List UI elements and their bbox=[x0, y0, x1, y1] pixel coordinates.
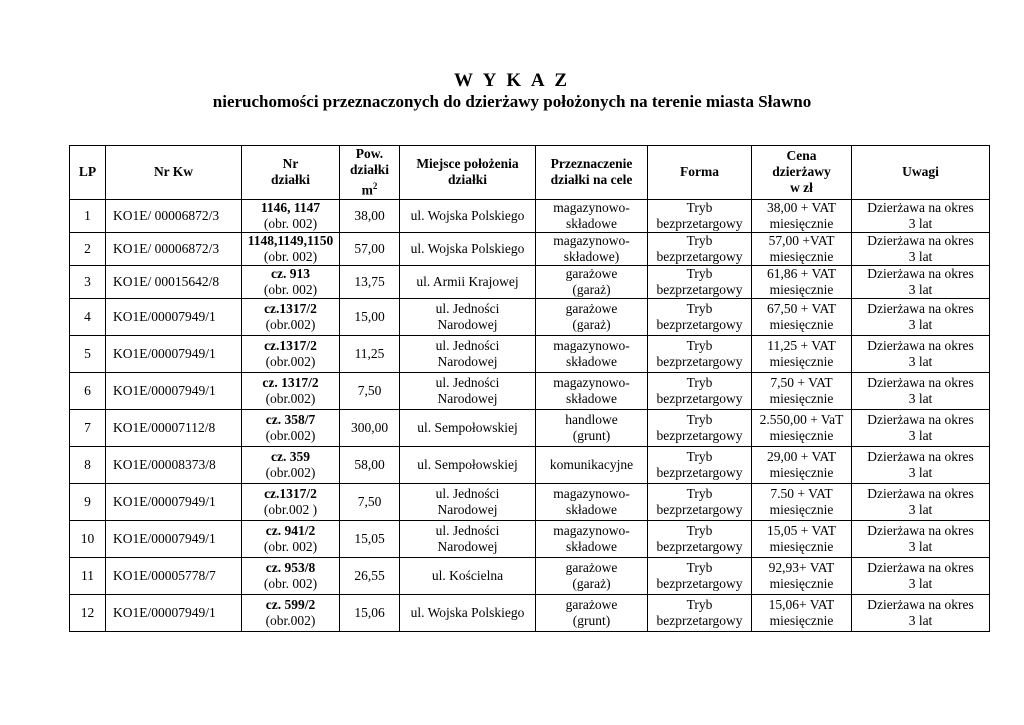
cell-forma-line: Tryb bbox=[686, 448, 713, 464]
header-pow-line2: działki bbox=[349, 162, 389, 177]
cell-przeznaczenie-line: handlowe bbox=[565, 411, 618, 427]
cell-forma-line: bezprzetargowy bbox=[656, 538, 743, 554]
cell-pow: 11,25 bbox=[340, 335, 400, 372]
cell-przeznaczenie-line: magazynowo- bbox=[553, 337, 630, 353]
table-row bbox=[70, 409, 990, 446]
cell-przeznaczenie-line: (garaż) bbox=[572, 281, 611, 297]
cell-cena-line: 11,25 + VAT bbox=[767, 337, 836, 353]
cell-przeznaczenie-line: (garaż) bbox=[572, 575, 611, 591]
cell-dzialka-number: 1146, 1147 bbox=[260, 199, 321, 215]
cell-nr-kw: KO1E/00007949/1 bbox=[106, 298, 242, 335]
cell-przeznaczenie bbox=[536, 409, 648, 446]
cell-przeznaczenie bbox=[536, 483, 648, 520]
header-pow-unit-exp: 2 bbox=[372, 181, 378, 191]
table-row bbox=[70, 199, 990, 232]
header-przeznaczenie-line1: Przeznaczenie bbox=[550, 156, 633, 172]
table-row bbox=[70, 265, 990, 298]
cell-cena-line: miesięcznie bbox=[769, 612, 834, 628]
header-cena-line2: dzierżawy bbox=[772, 164, 831, 180]
header-przeznaczenie bbox=[536, 146, 648, 200]
cell-przeznaczenie-line: (garaż) bbox=[572, 316, 611, 332]
header-przeznaczenie-line2: działki na cele bbox=[550, 172, 633, 188]
cell-miejsce-line: ul. Jedności bbox=[435, 522, 500, 538]
cell-przeznaczenie-line: (grunt) bbox=[572, 612, 611, 628]
cell-przeznaczenie-line: składowe bbox=[566, 215, 617, 231]
header-miejsce bbox=[400, 146, 536, 200]
cell-miejsce bbox=[400, 199, 536, 232]
cell-przeznaczenie-line: składowe) bbox=[563, 248, 620, 264]
cell-przeznaczenie bbox=[536, 232, 648, 265]
document-title: W Y K A Z bbox=[453, 70, 571, 91]
cell-lp: 6 bbox=[70, 372, 106, 409]
table-row bbox=[70, 298, 990, 335]
cell-uwagi bbox=[852, 335, 990, 372]
header-pow-unit-m: m bbox=[361, 182, 373, 198]
cell-pow: 7,50 bbox=[340, 372, 400, 409]
cell-przeznaczenie-line: garażowe bbox=[565, 265, 618, 281]
cell-przeznaczenie-line: (grunt) bbox=[572, 427, 611, 443]
cell-lp: 8 bbox=[70, 446, 106, 483]
table-row bbox=[70, 594, 990, 631]
cell-uwagi bbox=[852, 199, 990, 232]
cell-nr-kw: KO1E/ 00015642/8 bbox=[106, 265, 242, 298]
cell-uwagi-line: Dzierżawa na okres bbox=[867, 199, 974, 215]
cell-pow: 38,00 bbox=[340, 199, 400, 232]
cell-nr-dzialki bbox=[242, 335, 340, 372]
cell-uwagi bbox=[852, 446, 990, 483]
header-nr-dzialki-line2: działki bbox=[270, 172, 310, 188]
cell-lp: 7 bbox=[70, 409, 106, 446]
cell-nr-dzialki bbox=[242, 409, 340, 446]
header-nr-dzialki bbox=[242, 146, 340, 200]
header-pow-unit bbox=[342, 178, 397, 199]
cell-cena-line: miesięcznie bbox=[769, 575, 834, 591]
cell-dzialka-obreb: (obr.002) bbox=[265, 390, 316, 406]
cell-forma bbox=[648, 594, 752, 631]
cell-cena-line: miesięcznie bbox=[769, 390, 834, 406]
cell-miejsce-line: ul. Jedności bbox=[435, 374, 500, 390]
cell-uwagi-line: Dzierżawa na okres bbox=[867, 596, 974, 612]
cell-uwagi bbox=[852, 483, 990, 520]
cell-nr-kw: KO1E/00007949/1 bbox=[106, 594, 242, 631]
cell-nr-kw: KO1E/ 00006872/3 bbox=[106, 199, 242, 232]
cell-forma-line: bezprzetargowy bbox=[656, 316, 743, 332]
cell-cena bbox=[752, 232, 852, 265]
cell-lp: 1 bbox=[70, 199, 106, 232]
cell-uwagi-line: 3 lat bbox=[908, 501, 933, 517]
cell-miejsce bbox=[400, 557, 536, 594]
cell-pow: 300,00 bbox=[340, 409, 400, 446]
cell-forma-line: bezprzetargowy bbox=[656, 353, 743, 369]
cell-przeznaczenie-line: magazynowo- bbox=[553, 522, 630, 538]
cell-nr-dzialki bbox=[242, 265, 340, 298]
cell-forma bbox=[648, 232, 752, 265]
cell-cena-line: 29,00 + VAT bbox=[766, 448, 836, 464]
cell-lp: 3 bbox=[70, 265, 106, 298]
cell-dzialka-obreb: (obr. 002) bbox=[263, 215, 318, 231]
property-table bbox=[69, 145, 990, 632]
header-forma: Forma bbox=[648, 146, 752, 200]
cell-uwagi-line: Dzierżawa na okres bbox=[867, 337, 974, 353]
header-pow-line1: Pow. bbox=[355, 146, 384, 161]
cell-cena-line: miesięcznie bbox=[769, 427, 834, 443]
cell-pow: 15,05 bbox=[340, 520, 400, 557]
cell-pow: 15,06 bbox=[340, 594, 400, 631]
cell-uwagi-line: 3 lat bbox=[908, 464, 933, 480]
header-cena-line1: Cena bbox=[786, 148, 817, 164]
table-row bbox=[70, 446, 990, 483]
cell-forma-line: bezprzetargowy bbox=[656, 501, 743, 517]
cell-miejsce-line: ul. Wojska Polskiego bbox=[410, 207, 525, 223]
cell-forma bbox=[648, 265, 752, 298]
cell-nr-kw: KO1E/00007949/1 bbox=[106, 483, 242, 520]
cell-dzialka-obreb: (obr.002) bbox=[265, 464, 316, 480]
cell-przeznaczenie-line: składowe bbox=[566, 390, 617, 406]
cell-uwagi bbox=[852, 594, 990, 631]
cell-przeznaczenie bbox=[536, 557, 648, 594]
header-nr-dzialki-line1: Nr bbox=[282, 156, 299, 172]
cell-przeznaczenie-line: magazynowo- bbox=[553, 374, 630, 390]
cell-cena bbox=[752, 483, 852, 520]
cell-forma bbox=[648, 335, 752, 372]
cell-miejsce-line: ul. Armii Krajowej bbox=[416, 273, 519, 289]
cell-przeznaczenie bbox=[536, 199, 648, 232]
cell-pow: 57,00 bbox=[340, 232, 400, 265]
header-cena bbox=[752, 146, 852, 200]
cell-uwagi-line: Dzierżawa na okres bbox=[867, 300, 974, 316]
cell-nr-dzialki bbox=[242, 520, 340, 557]
cell-forma-line: Tryb bbox=[686, 374, 713, 390]
cell-pow: 15,00 bbox=[340, 298, 400, 335]
cell-cena-line: 67,50 + VAT bbox=[766, 300, 836, 316]
cell-przeznaczenie bbox=[536, 372, 648, 409]
cell-cena bbox=[752, 557, 852, 594]
cell-nr-dzialki bbox=[242, 483, 340, 520]
cell-cena bbox=[752, 594, 852, 631]
table-row bbox=[70, 335, 990, 372]
cell-forma-line: Tryb bbox=[686, 232, 713, 248]
cell-cena-line: 38,00 + VAT bbox=[766, 199, 836, 215]
cell-forma-line: bezprzetargowy bbox=[656, 464, 743, 480]
cell-forma bbox=[648, 557, 752, 594]
cell-przeznaczenie-line: magazynowo- bbox=[553, 485, 630, 501]
cell-lp: 12 bbox=[70, 594, 106, 631]
cell-przeznaczenie-line: magazynowo- bbox=[553, 199, 630, 215]
cell-dzialka-number: cz. 953/8 bbox=[265, 559, 316, 575]
cell-forma bbox=[648, 483, 752, 520]
cell-uwagi-line: 3 lat bbox=[908, 316, 933, 332]
cell-nr-kw: KO1E/00007949/1 bbox=[106, 372, 242, 409]
header-lp: LP bbox=[70, 146, 106, 200]
cell-forma-line: bezprzetargowy bbox=[656, 427, 743, 443]
cell-cena-line: 15,05 + VAT bbox=[766, 522, 836, 538]
table-row bbox=[70, 232, 990, 265]
cell-uwagi bbox=[852, 557, 990, 594]
cell-dzialka-number: cz.1317/2 bbox=[264, 337, 317, 353]
cell-miejsce bbox=[400, 409, 536, 446]
cell-forma-line: bezprzetargowy bbox=[656, 248, 743, 264]
cell-dzialka-number: cz. 1317/2 bbox=[262, 374, 319, 390]
cell-dzialka-number: cz.1317/2 bbox=[264, 485, 317, 501]
cell-forma-line: Tryb bbox=[686, 199, 713, 215]
cell-cena bbox=[752, 298, 852, 335]
header-cena-line3: w zł bbox=[790, 180, 813, 196]
cell-uwagi-line: 3 lat bbox=[908, 215, 933, 231]
cell-miejsce-line: Narodowej bbox=[437, 353, 498, 369]
cell-lp: 9 bbox=[70, 483, 106, 520]
cell-pow: 13,75 bbox=[340, 265, 400, 298]
cell-cena bbox=[752, 520, 852, 557]
cell-nr-dzialki bbox=[242, 298, 340, 335]
cell-uwagi-line: 3 lat bbox=[908, 390, 933, 406]
cell-forma-line: Tryb bbox=[686, 596, 713, 612]
cell-forma bbox=[648, 372, 752, 409]
cell-miejsce bbox=[400, 265, 536, 298]
cell-uwagi-line: Dzierżawa na okres bbox=[867, 232, 974, 248]
cell-forma-line: Tryb bbox=[686, 265, 713, 281]
cell-miejsce-line: ul. Jedności bbox=[435, 337, 500, 353]
table-row bbox=[70, 557, 990, 594]
cell-miejsce bbox=[400, 594, 536, 631]
cell-cena bbox=[752, 265, 852, 298]
cell-uwagi-line: Dzierżawa na okres bbox=[867, 411, 974, 427]
cell-nr-kw: KO1E/00005778/7 bbox=[106, 557, 242, 594]
cell-przeznaczenie bbox=[536, 446, 648, 483]
cell-uwagi-line: Dzierżawa na okres bbox=[867, 559, 974, 575]
cell-lp: 5 bbox=[70, 335, 106, 372]
header-pow bbox=[340, 146, 400, 200]
cell-pow: 58,00 bbox=[340, 446, 400, 483]
cell-miejsce-line: Narodowej bbox=[437, 501, 498, 517]
cell-forma-line: Tryb bbox=[686, 411, 713, 427]
cell-cena-line: 92,93+ VAT bbox=[768, 559, 835, 575]
cell-dzialka-obreb: (obr.002 ) bbox=[263, 501, 318, 517]
cell-miejsce-line: ul. Wojska Polskiego bbox=[410, 604, 525, 620]
cell-forma-line: bezprzetargowy bbox=[656, 281, 743, 297]
cell-forma-line: bezprzetargowy bbox=[656, 215, 743, 231]
cell-dzialka-obreb: (obr.002) bbox=[265, 612, 316, 628]
cell-cena-line: 7.50 + VAT bbox=[770, 485, 833, 501]
cell-pow: 26,55 bbox=[340, 557, 400, 594]
cell-dzialka-number: cz. 599/2 bbox=[265, 596, 316, 612]
cell-nr-kw: KO1E/00007949/1 bbox=[106, 520, 242, 557]
cell-forma-line: Tryb bbox=[686, 300, 713, 316]
cell-przeznaczenie bbox=[536, 520, 648, 557]
cell-uwagi-line: 3 lat bbox=[908, 281, 933, 297]
cell-dzialka-number: cz. 941/2 bbox=[265, 522, 316, 538]
cell-uwagi-line: 3 lat bbox=[908, 612, 933, 628]
cell-przeznaczenie-line: komunikacyjne bbox=[549, 456, 634, 472]
cell-forma bbox=[648, 298, 752, 335]
cell-cena-line: miesięcznie bbox=[769, 353, 834, 369]
cell-cena-line: miesięcznie bbox=[769, 464, 834, 480]
cell-uwagi bbox=[852, 265, 990, 298]
cell-uwagi-line: Dzierżawa na okres bbox=[867, 485, 974, 501]
cell-uwagi-line: 3 lat bbox=[908, 427, 933, 443]
cell-przeznaczenie-line: garażowe bbox=[565, 559, 618, 575]
cell-uwagi-line: Dzierżawa na okres bbox=[867, 522, 974, 538]
cell-miejsce-line: ul. Kościelna bbox=[431, 567, 504, 583]
cell-uwagi-line: Dzierżawa na okres bbox=[867, 374, 974, 390]
cell-cena-line: 15,06+ VAT bbox=[768, 596, 835, 612]
cell-forma-line: bezprzetargowy bbox=[656, 390, 743, 406]
cell-cena-line: 61,86 + VAT bbox=[766, 265, 836, 281]
cell-cena bbox=[752, 199, 852, 232]
cell-lp: 4 bbox=[70, 298, 106, 335]
cell-uwagi-line: Dzierżawa na okres bbox=[867, 265, 974, 281]
cell-przeznaczenie-line: składowe bbox=[566, 501, 617, 517]
cell-nr-kw: KO1E/ 00006872/3 bbox=[106, 232, 242, 265]
cell-przeznaczenie bbox=[536, 265, 648, 298]
cell-forma bbox=[648, 199, 752, 232]
cell-uwagi-line: 3 lat bbox=[908, 248, 933, 264]
cell-nr-dzialki bbox=[242, 557, 340, 594]
cell-nr-kw: KO1E/00007112/8 bbox=[106, 409, 242, 446]
cell-uwagi bbox=[852, 298, 990, 335]
cell-dzialka-obreb: (obr. 002) bbox=[263, 575, 318, 591]
cell-miejsce bbox=[400, 372, 536, 409]
cell-miejsce bbox=[400, 520, 536, 557]
cell-forma-line: bezprzetargowy bbox=[656, 575, 743, 591]
cell-miejsce bbox=[400, 335, 536, 372]
cell-dzialka-number: 1148,1149,1150 bbox=[247, 232, 334, 248]
cell-forma-line: bezprzetargowy bbox=[656, 612, 743, 628]
cell-dzialka-obreb: (obr.002) bbox=[265, 353, 316, 369]
cell-pow: 7,50 bbox=[340, 483, 400, 520]
cell-nr-dzialki bbox=[242, 372, 340, 409]
cell-miejsce-line: ul. Sempołowskiej bbox=[417, 419, 518, 435]
cell-nr-dzialki bbox=[242, 446, 340, 483]
cell-nr-dzialki bbox=[242, 594, 340, 631]
cell-dzialka-number: cz. 359 bbox=[271, 448, 310, 464]
cell-przeznaczenie-line: garażowe bbox=[565, 596, 618, 612]
cell-uwagi bbox=[852, 372, 990, 409]
cell-forma-line: Tryb bbox=[686, 559, 713, 575]
cell-uwagi bbox=[852, 232, 990, 265]
cell-uwagi-line: Dzierżawa na okres bbox=[867, 448, 974, 464]
cell-nr-dzialki bbox=[242, 232, 340, 265]
document-subtitle: nieruchomości przeznaczonych do dzierżawy położonych na terenie miasta Sławno bbox=[212, 92, 812, 111]
cell-cena-line: miesięcznie bbox=[769, 316, 834, 332]
cell-lp: 2 bbox=[70, 232, 106, 265]
cell-dzialka-obreb: (obr.002) bbox=[265, 427, 316, 443]
header-nr-kw: Nr Kw bbox=[106, 146, 242, 200]
cell-miejsce bbox=[400, 483, 536, 520]
cell-miejsce-line: ul. Jedności bbox=[435, 300, 500, 316]
cell-miejsce-line: ul. Jedności bbox=[435, 485, 500, 501]
header-uwagi: Uwagi bbox=[852, 146, 990, 200]
cell-forma-line: Tryb bbox=[686, 337, 713, 353]
cell-uwagi-line: 3 lat bbox=[908, 538, 933, 554]
cell-cena-line: 2.550,00 + VaT bbox=[759, 411, 844, 427]
cell-uwagi-line: 3 lat bbox=[908, 353, 933, 369]
cell-przeznaczenie-line: składowe bbox=[566, 353, 617, 369]
cell-uwagi bbox=[852, 409, 990, 446]
cell-forma bbox=[648, 409, 752, 446]
cell-dzialka-obreb: (obr. 002) bbox=[263, 538, 318, 554]
cell-cena bbox=[752, 335, 852, 372]
cell-cena bbox=[752, 409, 852, 446]
cell-forma bbox=[648, 520, 752, 557]
cell-przeznaczenie bbox=[536, 335, 648, 372]
cell-lp: 10 bbox=[70, 520, 106, 557]
cell-cena-line: miesięcznie bbox=[769, 538, 834, 554]
table-row bbox=[70, 372, 990, 409]
cell-miejsce bbox=[400, 232, 536, 265]
cell-miejsce-line: Narodowej bbox=[437, 390, 498, 406]
table-header-row bbox=[70, 146, 990, 200]
cell-miejsce bbox=[400, 298, 536, 335]
cell-cena-line: miesięcznie bbox=[769, 281, 834, 297]
cell-cena-line: 7,50 + VAT bbox=[770, 374, 833, 390]
cell-przeznaczenie-line: składowe bbox=[566, 538, 617, 554]
cell-przeznaczenie-line: garażowe bbox=[565, 300, 618, 316]
cell-przeznaczenie-line: magazynowo- bbox=[553, 232, 630, 248]
cell-miejsce bbox=[400, 446, 536, 483]
cell-miejsce-line: Narodowej bbox=[437, 316, 498, 332]
table-row bbox=[70, 483, 990, 520]
cell-nr-dzialki bbox=[242, 199, 340, 232]
cell-dzialka-number: cz. 358/7 bbox=[265, 411, 316, 427]
cell-dzialka-number: cz.1317/2 bbox=[264, 300, 317, 316]
cell-dzialka-number: cz. 913 bbox=[271, 265, 310, 281]
cell-cena-line: miesięcznie bbox=[769, 248, 834, 264]
cell-uwagi-line: 3 lat bbox=[908, 575, 933, 591]
cell-dzialka-obreb: (obr.002) bbox=[265, 316, 316, 332]
cell-cena bbox=[752, 446, 852, 483]
cell-forma-line: Tryb bbox=[686, 485, 713, 501]
table-row bbox=[70, 520, 990, 557]
cell-lp: 11 bbox=[70, 557, 106, 594]
cell-forma bbox=[648, 446, 752, 483]
cell-miejsce-line: ul. Sempołowskiej bbox=[417, 456, 518, 472]
cell-dzialka-obreb: (obr. 002) bbox=[263, 248, 318, 264]
cell-miejsce-line: ul. Wojska Polskiego bbox=[410, 240, 525, 256]
cell-nr-kw: KO1E/00007949/1 bbox=[106, 335, 242, 372]
header-miejsce-line1: Miejsce położenia bbox=[416, 156, 519, 172]
cell-przeznaczenie bbox=[536, 298, 648, 335]
cell-miejsce-line: Narodowej bbox=[437, 538, 498, 554]
cell-cena-line: miesięcznie bbox=[769, 215, 834, 231]
cell-forma-line: Tryb bbox=[686, 522, 713, 538]
cell-cena-line: miesięcznie bbox=[769, 501, 834, 517]
cell-cena bbox=[752, 372, 852, 409]
cell-przeznaczenie bbox=[536, 594, 648, 631]
header-miejsce-line2: działki bbox=[447, 172, 487, 188]
cell-cena-line: 57,00 +VAT bbox=[768, 232, 835, 248]
cell-dzialka-obreb: (obr. 002) bbox=[263, 281, 318, 297]
cell-uwagi bbox=[852, 520, 990, 557]
cell-nr-kw: KO1E/00008373/8 bbox=[106, 446, 242, 483]
